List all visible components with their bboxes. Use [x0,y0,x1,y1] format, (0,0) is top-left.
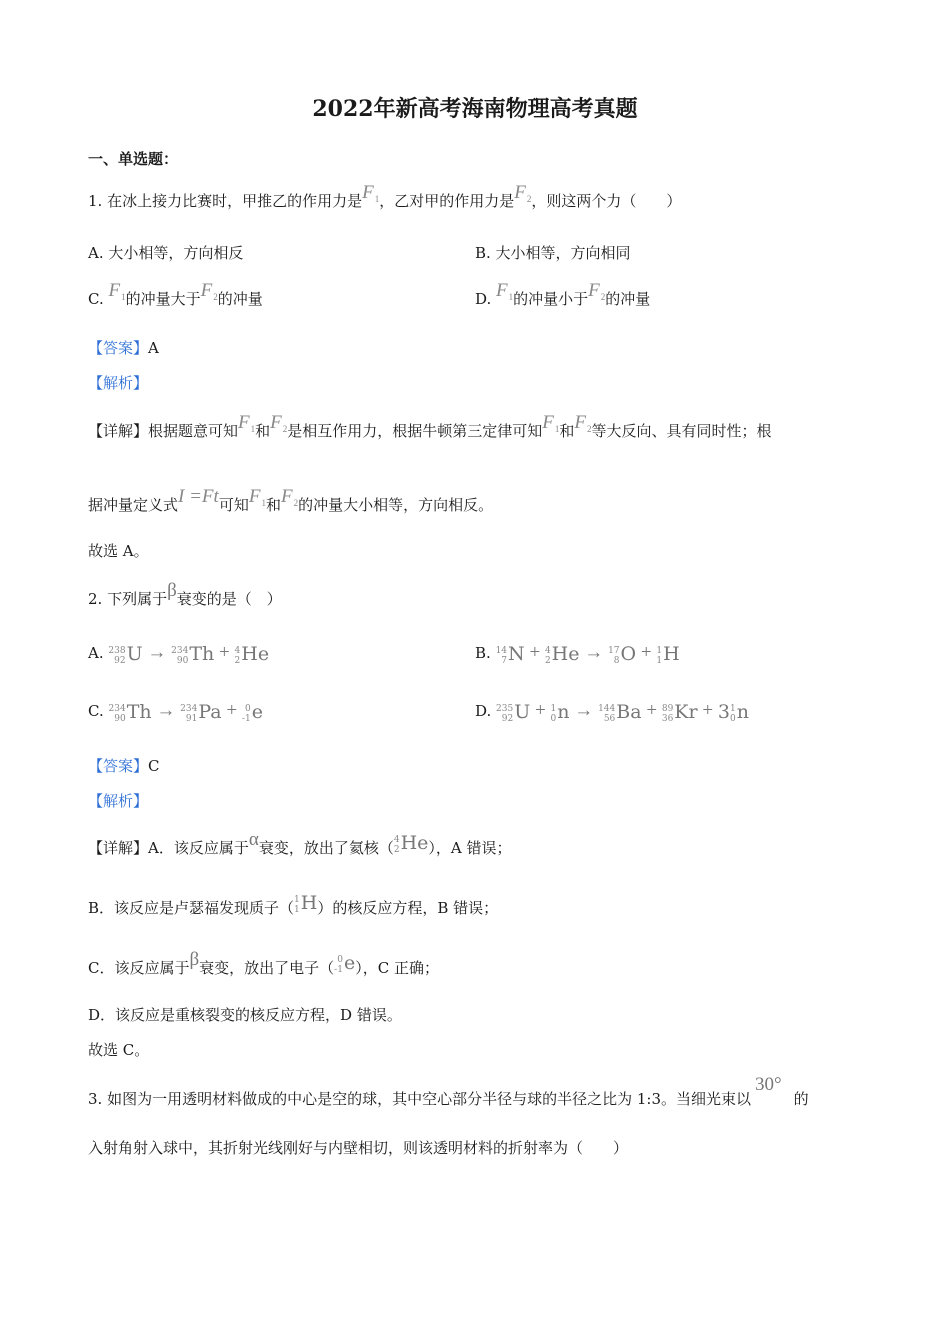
q1-detail-line1: 【详解】根据题意可知$F_1$和$F_2$是相互作用力，根据牛顿第三定律可知$F_1$和$F_2$等大反向、具有同时性；根 [88,412,772,440]
nuclide-th234: 234 90 Th [108,700,152,724]
nuclide-h1: 1 1 H [656,642,680,666]
nuclide-u238: 238 92 U [108,642,143,666]
q3-stem-line1: 3. 如图为一用透明材料做成的中心是空的球，其中空心部分半径与球的半径之比为 1:3。当细光束以30°的 [88,1074,809,1108]
alpha-symbol: α [248,829,259,850]
q2-conclusion: 故选 C。 [88,1041,150,1059]
q1-conclusion: 故选 A。 [88,542,149,560]
page-title: 2022年新高考海南物理高考真题 [312,96,638,122]
nuclide-electron: 0 -1 e [241,700,263,724]
nuclide-neutron: 1 0 n [550,700,570,724]
q2-detail-d: D．该反应是重核裂变的核反应方程，D 错误。 [88,1006,402,1024]
q2-stem: 2. 下列属于β衰变的是（ ） [88,580,282,608]
f2-symbol: $F_2$ [270,412,288,434]
nuclide-kr89: 89 36 Kr [661,700,698,724]
proton-nucleus: 1 1 H [294,891,318,915]
nuclide-u235: 235 92 U [496,700,531,724]
helium-nucleus: 4 2 He [393,831,429,855]
nuclide-pa234: 234 91 Pa [180,700,222,724]
impulse-formula: I =Ft [178,486,219,507]
nuclide-he4: 4 2 He [544,642,580,666]
nuclide-th234: 234 90 Th [171,642,215,666]
nuclide-ba144: 144 56 Ba [598,700,642,724]
beta-symbol: β [167,580,177,601]
q1-answer: 【答案】A [88,339,159,357]
nuclide-3-neutrons: 3 1 0 n [717,700,749,724]
q2-option-b: B. 14 7 N + 4 2 He → 17 8 O + 1 1 H [475,642,680,666]
q2-option-c: C. 234 90 Th → 234 91 Pa + 0 -1 e [88,700,263,724]
nuclide-n14: 14 7 N [495,642,525,666]
f1-symbol: $F_1$ [542,412,560,434]
f2-symbol: $F_2$ [514,182,532,204]
f1-symbol: $F_1$ [362,182,380,204]
q2-option-d: D. 235 92 U + 1 0 n → 144 56 Ba + 89 36 Kr + 3 1 0 n [475,700,749,724]
q1-option-d: D. $F_1$的冲量小于$F_2$的冲量 [475,280,651,308]
q1-option-a: A. 大小相等，方向相反 [88,244,244,262]
section-heading: 一、单选题： [88,150,179,168]
f1-symbol: $F_1$ [108,280,126,302]
f2-symbol: $F_2$ [574,412,592,434]
electron-symbol: 0 -1 e [334,951,356,975]
f2-symbol: $F_2$ [280,486,299,508]
f2-symbol: $F_2$ [588,280,606,302]
q2-detail-c: C．该反应属于β衰变，放出了电子（ 0 -1 e），C 正确； [88,949,439,977]
q2-detail-a: 【详解】A．该反应属于α衰变，放出了氦核（ 4 2 He），A 错误； [88,829,512,857]
f2-symbol: $F_2$ [200,280,218,302]
q1-detail-line2: 据冲量定义式I =Ft可知$F_1$和$F_2$的冲量大小相等，方向相反。 [88,486,494,514]
q2-detail-b: B．该反应是卢瑟福发现质子（ 1 1 H）的核反应方程，B 错误； [88,891,499,917]
nuclide-he4: 4 2 He [234,642,270,666]
q1-stem: 1. 在冰上接力比赛时，甲推乙的作用力是$F_1$，乙对甲的作用力是$F_2$，则这两个力（ ） [88,182,682,210]
q3-stem-line2: 入射角射入球中，其折射光线刚好与内壁相切，则该透明材料的折射率为（ ） [88,1139,629,1157]
beta-symbol: β [189,949,200,970]
f1-symbol: $F_1$ [248,486,266,508]
q1-option-c: C. $F_1$的冲量大于$F_2$的冲量 [88,280,263,308]
q1-option-b: B. 大小相等，方向相同 [475,244,631,262]
q2-answer: 【答案】C [88,757,160,775]
q1-analysis-label: 【解析】 [88,374,149,392]
f1-symbol: $F_1$ [238,412,256,434]
q2-analysis-label: 【解析】 [88,792,149,810]
nuclide-o17: 17 8 O [608,642,637,666]
angle-30: 30° [755,1074,782,1095]
f1-symbol: $F_1$ [496,280,514,302]
q2-option-a: A. 238 92 U → 234 90 Th + 4 2 He [88,642,270,666]
